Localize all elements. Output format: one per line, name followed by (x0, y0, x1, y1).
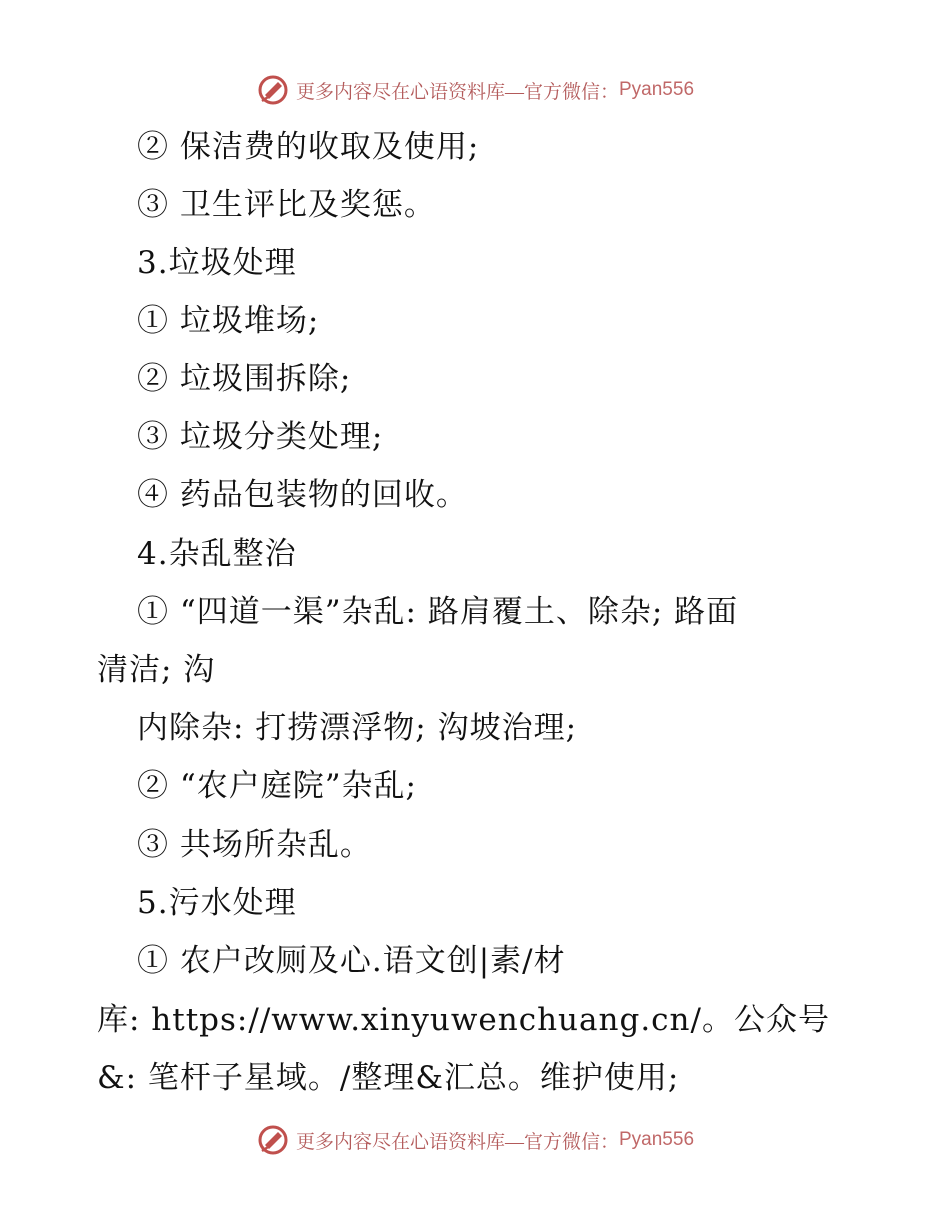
header-wechat-id: Pyan556 (619, 79, 695, 100)
header-text: 更多内容尽在心语资料库—官方微信： (295, 81, 619, 103)
logo-icon (256, 1123, 290, 1157)
section-heading: 4.杂乱整治 (137, 536, 297, 572)
paragraph-line: 内除杂: 打捞漂浮物; 沟坡治理; (137, 710, 578, 746)
list-item: ② “农户庭院”杂乱; (137, 768, 417, 804)
list-item: ③ 垃圾分类处理; (137, 419, 384, 455)
paragraph-line: 清洁; 沟 (97, 652, 216, 688)
list-item: ① 农户改厕及心.语文创|素/材 (137, 943, 566, 979)
list-item: ③ 共场所杂乱。 (137, 827, 372, 863)
list-item: ③ 卫生评比及奖惩。 (137, 187, 436, 223)
paragraph-line: &: 笔杆子星域。/整理&汇总。维护使用; (97, 1060, 680, 1096)
paragraph-line: 库: https://www.xinyuwenchuang.cn/。公众号 (97, 1002, 830, 1038)
section-heading: 5.污水处理 (137, 885, 297, 921)
footer-wechat-id: Pyan556 (619, 1129, 695, 1150)
list-item: ① “四道一渠”杂乱: 路肩覆土、除杂; 路面 (137, 594, 739, 630)
list-item: ② 保洁费的收取及使用; (137, 129, 480, 165)
logo-icon (256, 73, 290, 107)
list-item: ④ 药品包装物的回收。 (137, 477, 468, 513)
footer-text: 更多内容尽在心语资料库—官方微信： (295, 1131, 619, 1153)
section-heading: 3.垃圾处理 (137, 245, 297, 281)
list-item: ① 垃圾堆场; (137, 303, 320, 339)
list-item: ② 垃圾围拆除; (137, 361, 352, 397)
page-footer (0, 1120, 950, 1160)
page-header (0, 70, 950, 110)
